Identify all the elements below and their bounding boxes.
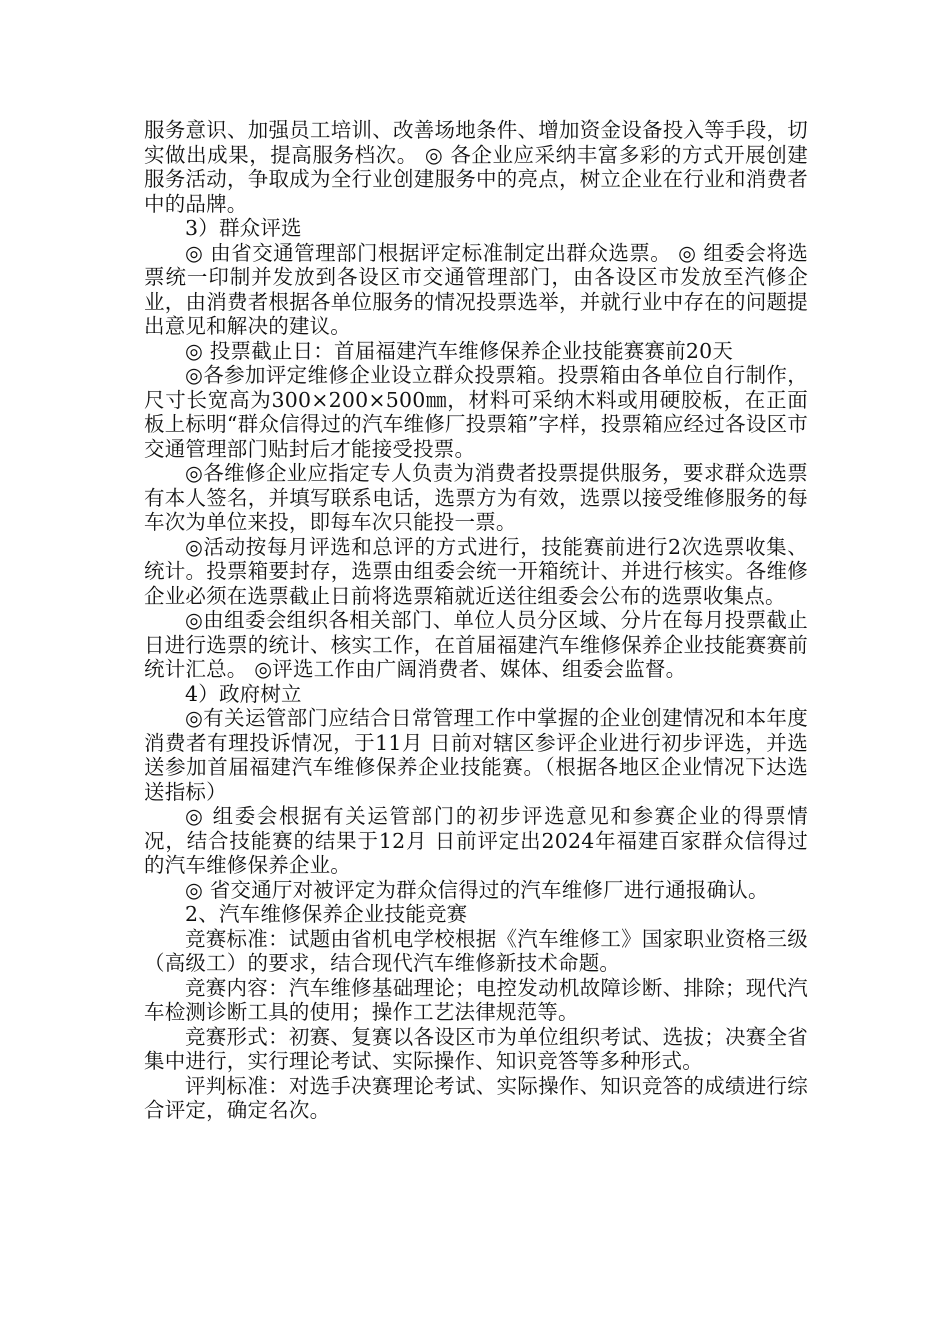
paragraph-preliminary-selection: ◎有关运管部门应结合日常管理工作中掌握的企业创建情况和本年度消费者有理投诉情况，于11月 日前对辖区参评企业进行初步评选，并选送参加首届福建汽车维修保养企业技能赛。（根据各地区企业情况下达选送指标）	[144, 706, 808, 804]
paragraph-ballot-box: ◎各参加评定维修企业设立群众投票箱。投票箱由各单位自行制作，尺寸长宽高为300×200×500㎜，材料可采纳木料或用硬胶板，在正面板上标明“群众信得过的汽车维修厂投票箱”字样，投票箱应经过各设区市交通管理部门贴封后才能接受投票。	[144, 363, 808, 461]
document-page	[144, 118, 808, 1123]
paragraph-ballot-service: ◎各维修企业应指定专人负责为消费者投票提供服务，要求群众选票有本人签名，并填写联系电话，选票方为有效，选票以接受维修服务的每车次为单位来投，即每车次只能投一票。	[144, 461, 808, 534]
heading-government-selection: 4）政府树立	[185, 681, 302, 706]
paragraph-final-evaluation: ◎ 组委会根据有关运管部门的初步评选意见和参赛企业的得票情况，结合技能赛的结果于12月 日前评定出2024年福建百家群众信得过的汽车维修保养企业。	[144, 804, 808, 877]
paragraph-competition-content: 竞赛内容：汽车维修基础理论；电控发动机故障诊断、排除；现代汽车检测诊断工具的使用；操作工艺法律规范等。	[144, 975, 808, 1024]
paragraph-competition-standard: 竞赛标准：试题由省机电学校根据《汽车维修工》国家职业资格三级（高级工）的要求，结合现代汽车维修新技术命题。	[144, 926, 808, 975]
paragraph-voting-deadline: ◎ 投票截止日：首届福建汽车维修保养企业技能赛赛前20天	[185, 338, 734, 363]
paragraph-monthly-evaluation: ◎活动按每月评选和总评的方式进行，技能赛前进行2次选票收集、统计。投票箱要封存，选票由组委会统一开箱统计、并进行核实。各维修企业必须在选票截止日前将选票箱就近送往组委会公布的选票收集点。	[144, 534, 808, 608]
paragraph-ballot-issuing: ◎ 由省交通管理部门根据评定标准制定出群众选票。 ◎ 组委会将选票统一印制并发放到各设区市交通管理部门，由各设区市发放至汽修企业，由消费者根据各单位服务的情况投票选举，并就行业中存在的问题提出意见和解决的建议。	[144, 240, 808, 338]
paragraph-ballot-statistics: ◎由组委会组织各相关部门、单位人员分区域、分片在每月投票截止日进行选票的统计、核实工作，在首届福建汽车维修保养企业技能赛赛前统计汇总。 ◎评选工作由广阔消费者、媒体、组委会监督。	[144, 608, 808, 681]
paragraph-service-measures: 服务意识、加强员工培训、改善场地条件、增加资金设备投入等手段，切实做出成果，提高服务档次。 ◎ 各企业应采纳丰富多彩的方式开展创建服务活动，争取成为全行业创建服务中的亮点，树立企业在行业和消费者中的品牌。	[144, 118, 808, 216]
paragraph-judging-standard: 评判标准：对选手决赛理论考试、实际操作、知识竞答的成绩进行综合评定，确定名次。	[144, 1073, 808, 1122]
paragraph-competition-format: 竞赛形式：初赛、复赛以各设区市为单位组织考试、选拔；决赛全省集中进行，实行理论考试、实际操作、知识竞答等多种形式。	[144, 1024, 808, 1073]
heading-skills-competition: 2、汽车维修保养企业技能竞赛	[185, 902, 468, 926]
heading-public-selection: 3）群众评选	[185, 216, 302, 240]
paragraph-notification: ◎ 省交通厅对被评定为群众信得过的汽车维修厂进行通报确认。	[185, 877, 769, 902]
